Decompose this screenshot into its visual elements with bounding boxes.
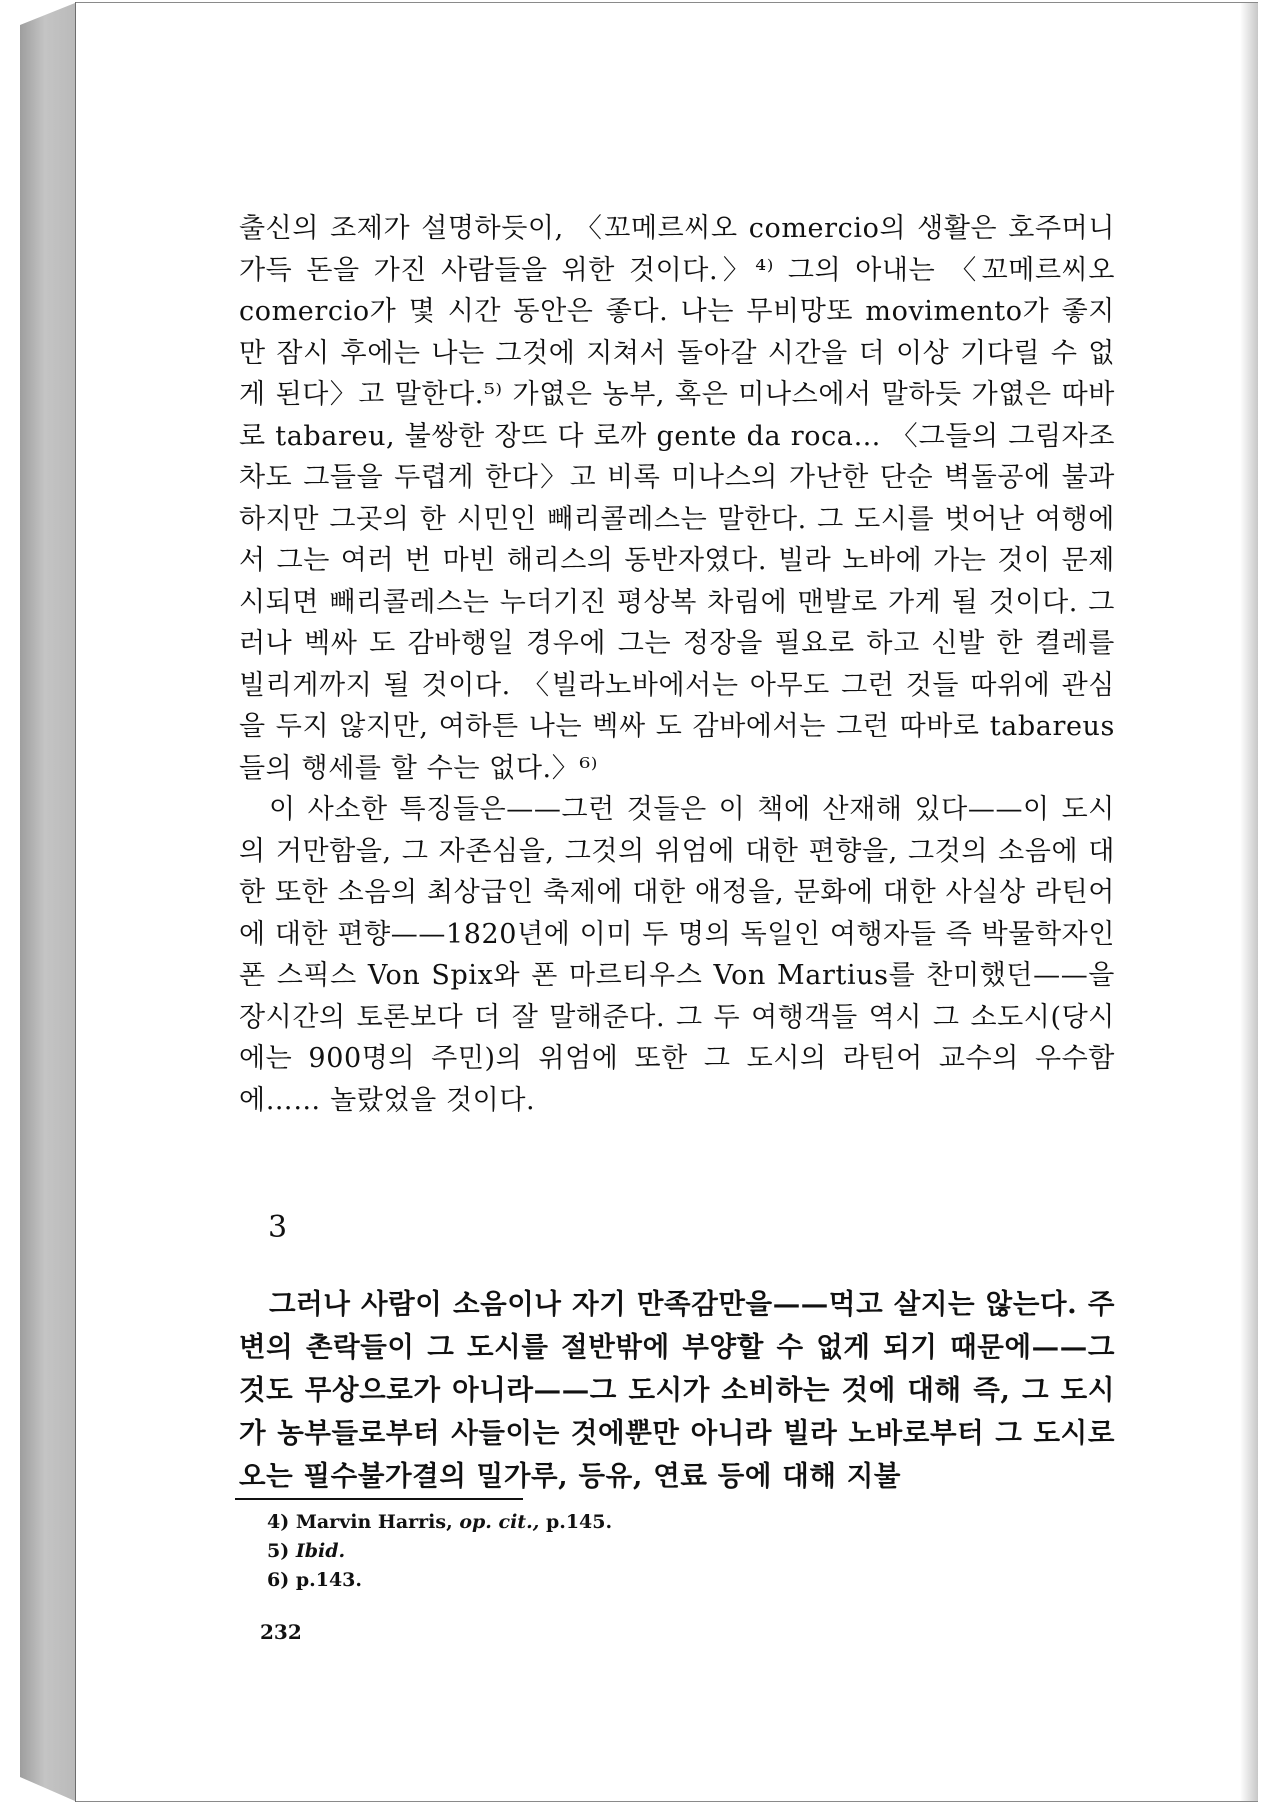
footnote-ref: Ibid.: [295, 1540, 346, 1562]
footnote-6: [267, 1566, 612, 1595]
footnote-divider: [235, 1498, 523, 1500]
paragraph-2: 이 사소한 특징들은——그런 것들은 이 책에 산재해 있다——이 도시의 거만함을, 그 자존심을, 그것의 위엄에 대한 편향을, 그것의 소음에 대한 또한 소음의 최상급인 축제에 대한 애정을, 문화에 대한 사실상 라틴어에 대한 편향——1820년에 이미 두 명의 독일인 여행자들 즉 박물학자인 폰 스픽스 Von Spix와 폰 마르티우스 Von Martius를 찬미했던——을 장시간의 토론보다 더 잘 말해준다. 그 두 여행객들 역시 그 소도시(당시에는 900명의 주민)의 위엄에 또한 그 도시의 라틴어 교수의 우수함에…… 놀랐었을 것이다.: [239, 794, 1116, 1116]
footnote-4: [267, 1508, 612, 1537]
body-text: [239, 208, 1115, 1121]
footnotes: [267, 1508, 612, 1595]
footnote-number: 6): [267, 1569, 290, 1591]
section-number: 3: [268, 1210, 288, 1245]
footnote-page: p.143.: [295, 1569, 363, 1591]
page-edge-shadow: [1240, 3, 1258, 1801]
footnote-number: 5): [267, 1540, 290, 1562]
footnote-5: [267, 1537, 612, 1566]
section-paragraph: 그러나 사람이 소음이나 자기 만족감만을——먹고 살지는 않는다. 주변의 촌락들이 그 도시를 절반밖에 부양할 수 없게 되기 때문에——그것도 무상으로가 아니라——그 도시가 소비하는 것에 대해 즉, 그 도시가 농부들로부터 사들이는 것에뿐만 아니라 빌라 노바로부터 그 도시로 오는 필수불가결의 밀가루, 등유, 연료 등에 대해 지불: [239, 1288, 1115, 1492]
footnote-number: 4): [267, 1511, 290, 1533]
footnote-author: Marvin Harris,: [295, 1511, 453, 1533]
book-spine: [20, 3, 75, 1801]
section-text: [239, 1283, 1115, 1498]
page-left-edge: [75, 2, 76, 1802]
footnote-ref: op. cit.,: [459, 1511, 540, 1533]
page-number: 232: [260, 1620, 302, 1644]
footnote-page: p.145.: [545, 1511, 613, 1533]
paragraph-1: 출신의 조제가 설명하듯이, 〈꼬메르씨오 comercio의 생활은 호주머니 가득 돈을 가진 사람들을 위한 것이다.〉⁴⁾ 그의 아내는 〈꼬메르씨오 comercio가 몇 시간 동안은 좋다. 나는 무비망또 movimento가 좋지만 잠시 후에는 나는 그것에 지쳐서 돌아갈 시간을 더 이상 기다릴 수 없게 된다〉고 말한다.⁵⁾ 가엾은 농부, 혹은 미나스에서 말하듯 가엾은 따바로 tabareu, 불쌍한 장뜨 다 로까 gente da roca… 〈그들의 그림자조차도 그들을 두렵게 한다〉고 비록 미나스의 가난한 단순 벽돌공에 불과하지만 그곳의 한 시민인 빼리콜레스는 말한다. 그 도시를 벗어난 여행에서 그는 여러 번 마빈 해리스의 동반자였다. 빌라 노바에 가는 것이 문제시되면 빼리콜레스는 누더기진 평상복 차림에 맨발로 가게 될 것이다. 그러나 벡싸 도 감바행일 경우에 그는 정장을 필요로 하고 신발 한 켤레를 빌리게까지 될 것이다. 〈빌라노바에서는 아무도 그런 것들 따위에 관심을 두지 않지만, 여하튼 나는 벡싸 도 감바에서는 그런 따바로 tabareus들의 행세를 할 수는 없다.〉⁶⁾: [239, 213, 1115, 784]
